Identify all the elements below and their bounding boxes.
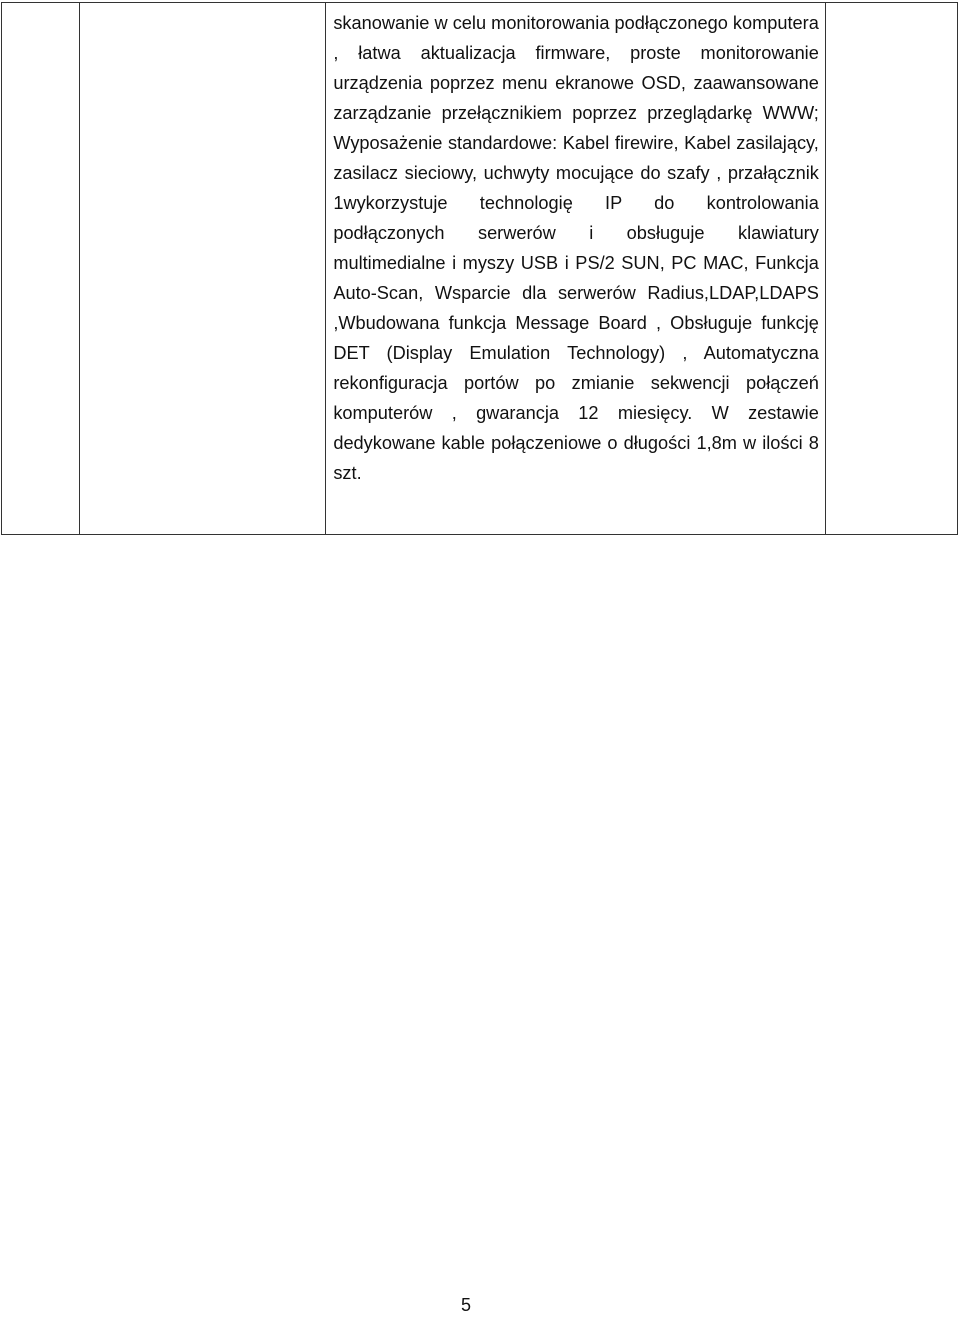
specification-table	[1, 2, 958, 535]
page-number: 5	[460, 1295, 471, 1315]
description-text: skanowanie w celu monitorowania podłączonego komputera , łatwa aktualizacja firmware, proste monitorowanie urządzenia poprzez menu ekranowe OSD, zaawansowane zarządzanie przełącznikiem poprzez przeglądarkę WWW; Wyposażenie standardowe: Kabel firewire, Kabel zasilający, zasilacz sieciowy, uchwyty mocujące do szafy , przałącznik 1wykorzystuje technologię IP do kontrolowania podłączonych serwerów i obsługuje klawiatury multimedialne i myszy USB i PS/2 SUN, PC MAC, Funkcja Auto-Scan, Wsparcie dla serwerów Radius,LDAP,LDAPS ,Wbudowana funkcja Message Board , Obsługuje funkcję DET (Display Emulation Technology) , Automatyczna rekonfiguracja portów po zmianie sekwencji połączeń komputerów , gwarancja 12 miesięcy. W zestawie dedykowane kable połączeniowe o długości 1,8m w ilości 8 szt.	[333, 13, 819, 483]
value-cell	[825, 3, 957, 535]
description-cell	[326, 3, 826, 535]
item-name-cell	[80, 3, 326, 535]
table-row	[2, 3, 958, 535]
index-cell	[2, 3, 80, 535]
